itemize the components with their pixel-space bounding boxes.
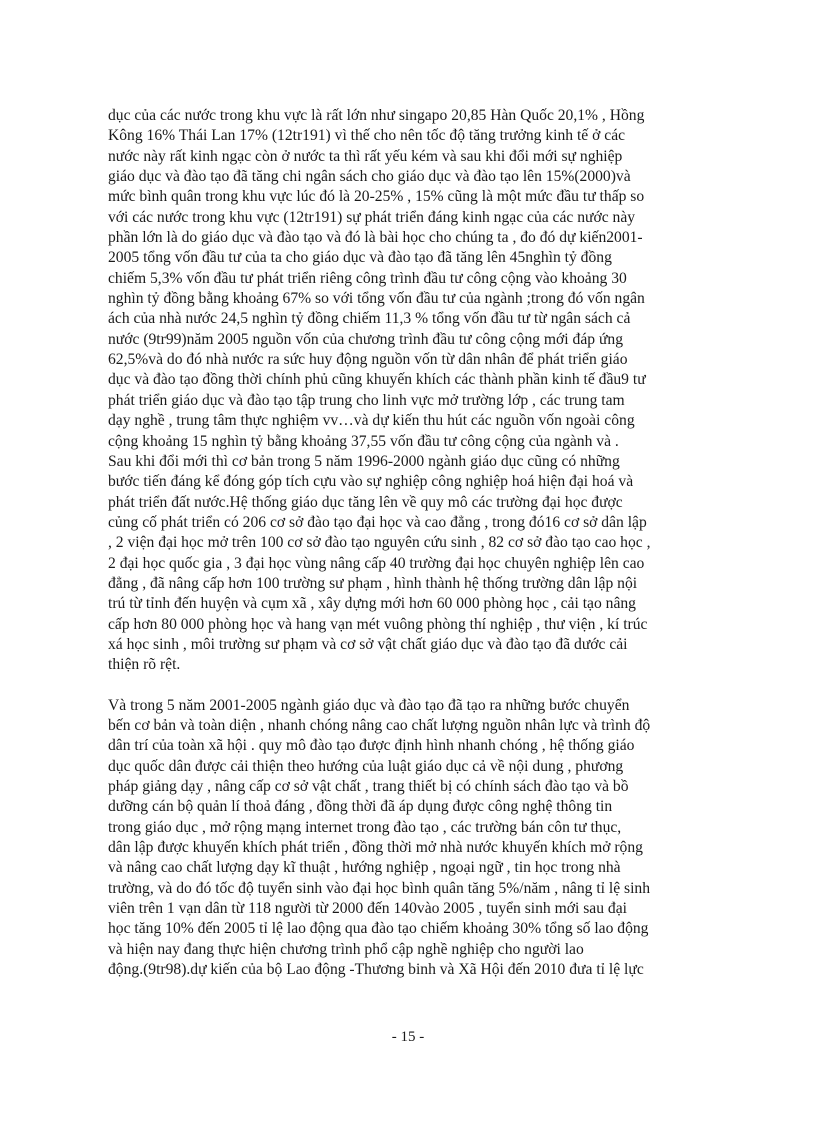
page-number: - 15 - [391, 1029, 425, 1045]
body-text [108, 106, 708, 980]
paragraph-3: Và trong 5 năm 2001-2005 ngành giáo dục và đào tạo đã tạo ra những bước chuyển bến cơ bản và toàn diện , nhanh chóng nâng cao chất lượng nguồn nhân lực và trình độ dân trí của toàn xã hội . quy mô đào tạo được định hình nhanh chóng , hệ thống giáo dục quốc dân được cải thiện theo hướng của luật giáo dục cả về nội dung , phương pháp giảng dạy , nâng cấp cơ sở vật chất , trang thiết bị có chính sách đào tạo và bồ dưỡng cán bộ quản lí thoả đáng , đồng thời đã áp dụng được công nghệ thông tin trong giáo dục , mở rộng mạng internet trong đào tạo , các trường bán côn tư thục, dân lập được khuyến khích phát triển , đồng thời mở nhà nước khuyến khích mở rộng và nâng cao chất lượng dạy kĩ thuật , hướng nghiệp , ngoại ngữ , tin học trong nhà trường, và do đó tốc độ tuyển sinh vào đại học bình quân tăng 5%/năm , nâng tỉ lệ sinh viên trên 1 vạn dân từ 118 người từ 2000 đến 140vào 2005 , tuyển sinh mới sau đại học tăng 10% đến 2005 tỉ lệ lao động qua đào tạo chiếm khoảng 30% tổng số lao động và hiện nay đang thực hiện chương trình phổ cập nghề nghiệp cho người lao động.(9tr98).dự kiến của bộ Lao động -Thương binh và Xã Hội đến 2010 đưa tỉ lệ lực [108, 696, 651, 979]
paragraph-1: dục của các nước trong khu vực là rất lớn như singapo 20,85 Hàn Quốc 20,1% , Hồng Kông 16% Thái Lan 17% (12tr191) vì thế cho nên tốc độ tăng trưởng kinh tế ở các nước này rất kinh ngạc còn ở nước ta thì rất yếu kém và sau khi đổi mới sự nghiệp giáo dục và đào tạo đã tăng chi ngân sách cho giáo dục và đào tạo lên 15%(2000)và mức bình quân trong khu vực lúc đó là 20-25% , 15% cũng là một mức đầu tư thấp so với các nước trong khu vực (12tr191) sự phát triển đáng kinh ngạc của các nước này phần lớn là do giáo dục và đào tạo và đó là bài học cho chúng ta , đo đó dự kiến2001- 2005 tổng vốn đầu tư của ta cho giáo dục và đào tạo đã tăng lên 45nghìn tỷ đồng chiếm 5,3% vốn đầu tư phát triển riêng công trình đầu tư công cộng vào khoảng 30 nghìn tỷ đồng bằng khoảng 67% so với tổng vốn đầu tư của ngành ;trong đó vốn ngân ách của nhà nước 24,5 nghìn tỷ đồng chiếm 11,3 % tổng vốn đầu tư từ ngân sách cả nước (9tr99)năm 2005 nguồn vốn của chương trình đầu tư công cộng mới đáp ứng 62,5%và do đó nhà nước ra sức huy động nguồn vốn từ dân nhân để phát triển giáo dục và đào tạo đồng thời chính phủ cũng khuyến khích các thành phần kinh tế đầu9 tư phát triển giáo dục và đào tạo tập trung cho linh vực mở trường lớp , các trung tam dạy nghề , trung tâm thực nghiệm vv…và dự kiến thu hút các nguồn vốn ngoài công cộng khoảng 15 nghìn tỷ bằng khoảng 37,55 vốn đầu tư công cộng của ngành và . [108, 107, 646, 450]
paragraph-2: Sau khi đổi mới thì cơ bản trong 5 năm 1996-2000 ngành giáo dục cũng có những bước tiến đáng kể đóng góp tích cựu vào sự nghiệp công nghiệp hoá hiện đại hoá và phát triển đất nước.Hệ thống giáo dục tăng lên về quy mô các trường đại học được củng cố phát triển có 206 cơ sở đào tạo đại học và cao đẳng , trong đó16 cơ sở dân lập , 2 viện đại học mở trên 100 cơ sở đào tạo nguyên cứu sinh , 82 cơ sở đào tạo cao học , 2 đại học quốc gia , 3 đại học vùng nâng cấp 40 trường đại học chuyên nghiệp lên cao đẳng , đã nâng cấp hơn 100 trường sư phạm , hình thành hệ thống trường dân lập nội trú từ tỉnh đến huyện và cụm xã , xây dựng mới hơn 60 000 phòng học , cải tạo nâng cấp hơn 80 000 phòng học và hang vạn mét vuông phòng thí nghiệp , thư viện , kí trúc xá học sinh , môi trường sư phạm và cơ sở vật chất giáo dục và đào tạo đã dước cải thiện rõ rệt. [108, 452, 651, 674]
